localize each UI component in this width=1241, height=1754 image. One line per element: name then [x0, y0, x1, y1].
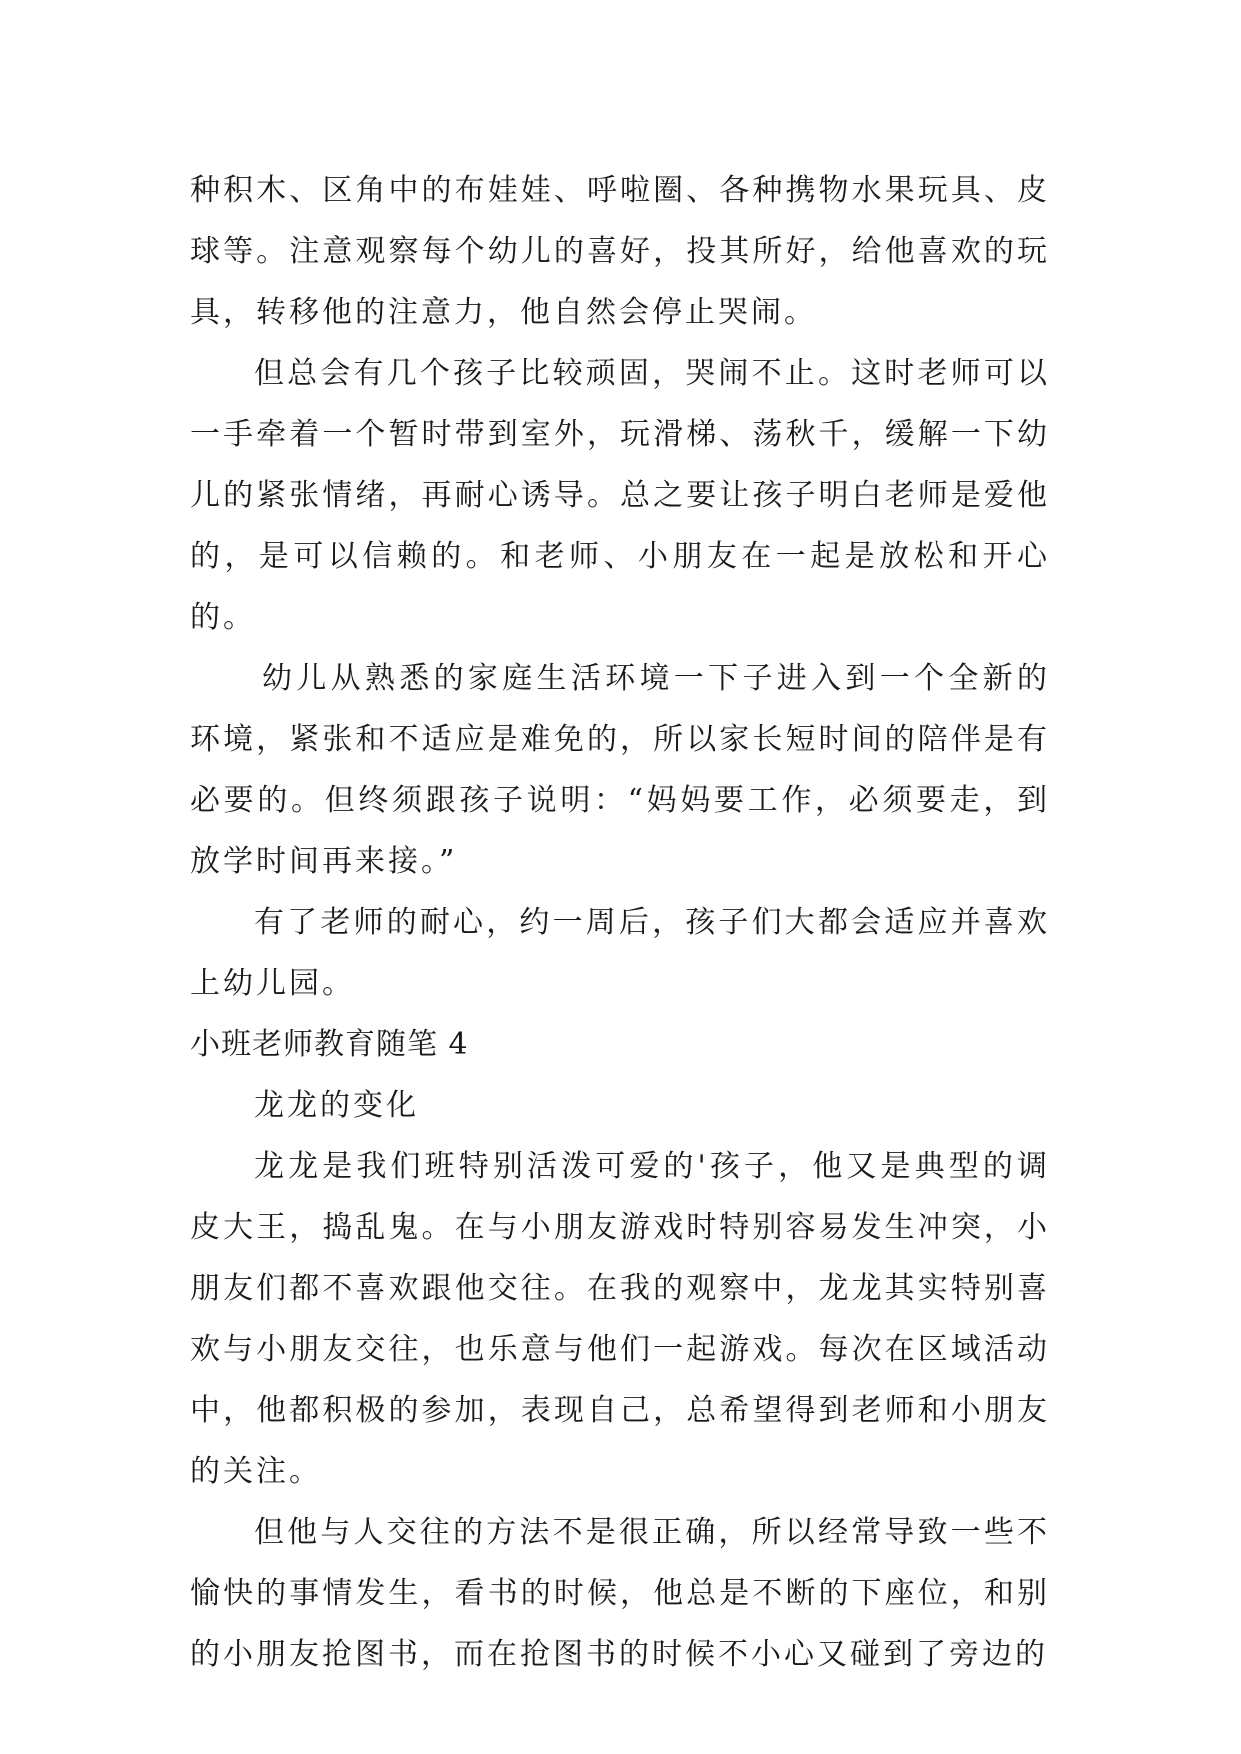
document-body	[190, 160, 1050, 1685]
section-subtitle: 龙龙的变化	[254, 1088, 419, 1123]
paragraph: 幼儿从熟悉的家庭生活环境一下子进入到一个全新的环境，紧张和不适应是难免的，所以家长短时间的陪伴是有必要的。但终须跟孩子说明：“妈妈要工作，必须要走，到放学时间再来接。”	[190, 661, 1050, 879]
paragraph: 但他与人交往的方法不是很正确，所以经常导致一些不愉快的事情发生，看书的时候，他总是不断的下座位，和别的小朋友抢图书，而在抢图书的时候不小心又碰到了旁边的	[190, 1515, 1050, 1672]
section-title: 小班老师教育随笔 4	[190, 1027, 469, 1062]
paragraph: 有了老师的耐心，约一周后，孩子们大都会适应并喜欢上幼儿园。	[190, 905, 1050, 1001]
paragraph-continued: 种积木、区角中的布娃娃、呼啦圈、各种携物水果玩具、皮球等。注意观察每个幼儿的喜好，投其所好，给他喜欢的玩具，转移他的注意力，他自然会停止哭闹。	[190, 173, 1050, 330]
paragraph: 龙龙是我们班特别活泼可爱的'孩子，他又是典型的调皮大王，捣乱鬼。在与小朋友游戏时特别容易发生冲突，小朋友们都不喜欢跟他交往。在我的观察中，龙龙其实特别喜欢与小朋友交往，也乐意与他们一起游戏。每次在区域活动中，他都积极的参加，表现自己，总希望得到老师和小朋友的关注。	[190, 1149, 1050, 1489]
paragraph: 但总会有几个孩子比较顽固，哭闹不止。这时老师可以一手牵着一个暂时带到室外，玩滑梯、荡秋千，缓解一下幼儿的紧张情绪，再耐心诱导。总之要让孩子明白老师是爱他的，是可以信赖的。和老师、小朋友在一起是放松和开心的。	[190, 356, 1050, 635]
